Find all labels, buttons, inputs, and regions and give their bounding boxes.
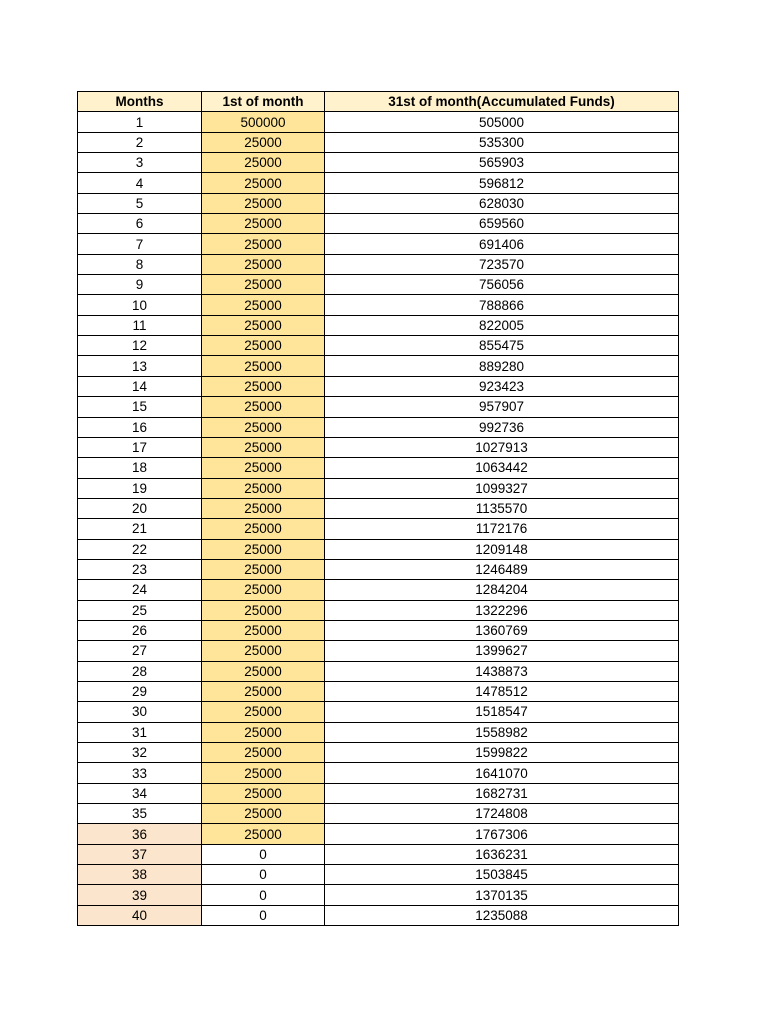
table-row — [78, 824, 679, 844]
table-row — [78, 173, 679, 193]
cell-month[interactable]: 37 — [78, 844, 202, 864]
cell-month[interactable]: 24 — [78, 580, 202, 600]
cell-accumulated-funds[interactable]: 1099327 — [325, 478, 679, 498]
cell-month[interactable]: 13 — [78, 356, 202, 376]
cell-month[interactable]: 15 — [78, 397, 202, 417]
cell-first-of-month[interactable]: 25000 — [202, 458, 325, 478]
cell-first-of-month[interactable]: 25000 — [202, 763, 325, 783]
table-row — [78, 214, 679, 234]
cell-first-of-month[interactable]: 25000 — [202, 132, 325, 152]
cell-month[interactable]: 32 — [78, 743, 202, 763]
table-row — [78, 885, 679, 905]
table-row — [78, 234, 679, 254]
cell-accumulated-funds[interactable]: 596812 — [325, 173, 679, 193]
cell-first-of-month[interactable]: 25000 — [202, 315, 325, 335]
table-row — [78, 722, 679, 742]
cell-first-of-month[interactable]: 25000 — [202, 356, 325, 376]
table-row — [78, 783, 679, 803]
cell-first-of-month[interactable]: 0 — [202, 844, 325, 864]
table-row — [78, 600, 679, 620]
table-row — [78, 376, 679, 396]
cell-accumulated-funds[interactable]: 1172176 — [325, 519, 679, 539]
table-row — [78, 112, 679, 132]
cell-first-of-month[interactable]: 25000 — [202, 722, 325, 742]
cell-first-of-month[interactable]: 25000 — [202, 153, 325, 173]
cell-month[interactable]: 8 — [78, 254, 202, 274]
cell-month[interactable]: 17 — [78, 437, 202, 457]
table-row — [78, 661, 679, 681]
cell-accumulated-funds[interactable]: 1682731 — [325, 783, 679, 803]
cell-month[interactable]: 7 — [78, 234, 202, 254]
cell-first-of-month[interactable]: 0 — [202, 865, 325, 885]
cell-first-of-month[interactable]: 25000 — [202, 336, 325, 356]
cell-first-of-month[interactable]: 25000 — [202, 234, 325, 254]
cell-month[interactable]: 19 — [78, 478, 202, 498]
cell-first-of-month[interactable]: 25000 — [202, 417, 325, 437]
table-row — [78, 193, 679, 213]
cell-month[interactable]: 6 — [78, 214, 202, 234]
cell-first-of-month[interactable]: 25000 — [202, 641, 325, 661]
cell-first-of-month[interactable]: 25000 — [202, 254, 325, 274]
table-row — [78, 498, 679, 518]
cell-first-of-month[interactable]: 25000 — [202, 824, 325, 844]
cell-first-of-month[interactable]: 25000 — [202, 681, 325, 701]
cell-month[interactable]: 38 — [78, 865, 202, 885]
cell-first-of-month[interactable]: 25000 — [202, 620, 325, 640]
cell-accumulated-funds[interactable]: 1641070 — [325, 763, 679, 783]
cell-accumulated-funds[interactable]: 565903 — [325, 153, 679, 173]
cell-first-of-month[interactable]: 0 — [202, 905, 325, 925]
cell-month[interactable]: 29 — [78, 681, 202, 701]
table-row — [78, 905, 679, 925]
table-row — [78, 132, 679, 152]
cell-accumulated-funds[interactable]: 1027913 — [325, 437, 679, 457]
cell-month[interactable]: 31 — [78, 722, 202, 742]
cell-month[interactable]: 22 — [78, 539, 202, 559]
cell-first-of-month[interactable]: 0 — [202, 885, 325, 905]
table-row — [78, 295, 679, 315]
cell-accumulated-funds[interactable]: 1246489 — [325, 559, 679, 579]
cell-month[interactable]: 30 — [78, 702, 202, 722]
table-row — [78, 417, 679, 437]
table-row — [78, 437, 679, 457]
cell-first-of-month[interactable]: 25000 — [202, 600, 325, 620]
cell-month[interactable]: 1 — [78, 112, 202, 132]
table-body — [78, 112, 679, 926]
table-row — [78, 763, 679, 783]
cell-first-of-month[interactable]: 25000 — [202, 173, 325, 193]
cell-month[interactable]: 25 — [78, 600, 202, 620]
table-row — [78, 559, 679, 579]
cell-month[interactable]: 26 — [78, 620, 202, 640]
cell-month[interactable]: 10 — [78, 295, 202, 315]
cell-month[interactable]: 12 — [78, 336, 202, 356]
cell-accumulated-funds[interactable]: 1438873 — [325, 661, 679, 681]
cell-accumulated-funds[interactable]: 505000 — [325, 112, 679, 132]
cell-month[interactable]: 5 — [78, 193, 202, 213]
cell-accumulated-funds[interactable]: 723570 — [325, 254, 679, 274]
header-accumulated-funds[interactable]: 31st of month(Accumulated Funds) — [325, 92, 679, 112]
table-row — [78, 865, 679, 885]
cell-month[interactable]: 27 — [78, 641, 202, 661]
cell-month[interactable]: 11 — [78, 315, 202, 335]
cell-accumulated-funds[interactable]: 788866 — [325, 295, 679, 315]
table-row — [78, 743, 679, 763]
cell-month[interactable]: 2 — [78, 132, 202, 152]
cell-month[interactable]: 35 — [78, 804, 202, 824]
table-row — [78, 336, 679, 356]
cell-month[interactable]: 23 — [78, 559, 202, 579]
cell-first-of-month[interactable]: 25000 — [202, 702, 325, 722]
cell-accumulated-funds[interactable]: 1478512 — [325, 681, 679, 701]
cell-first-of-month[interactable]: 25000 — [202, 783, 325, 803]
cell-month[interactable]: 21 — [78, 519, 202, 539]
cell-accumulated-funds[interactable]: 1636231 — [325, 844, 679, 864]
cell-month[interactable]: 33 — [78, 763, 202, 783]
cell-first-of-month[interactable]: 25000 — [202, 559, 325, 579]
table-row — [78, 275, 679, 295]
cell-month[interactable]: 28 — [78, 661, 202, 681]
cell-first-of-month[interactable]: 25000 — [202, 397, 325, 417]
table-row — [78, 580, 679, 600]
cell-accumulated-funds[interactable]: 1360769 — [325, 620, 679, 640]
cell-accumulated-funds[interactable]: 1284204 — [325, 580, 679, 600]
cell-accumulated-funds[interactable]: 1370135 — [325, 885, 679, 905]
cell-first-of-month[interactable]: 25000 — [202, 437, 325, 457]
header-row — [78, 92, 679, 112]
table-row — [78, 458, 679, 478]
table-row — [78, 478, 679, 498]
cell-first-of-month[interactable]: 25000 — [202, 519, 325, 539]
cell-accumulated-funds[interactable]: 1518547 — [325, 702, 679, 722]
accumulated-funds-table — [77, 91, 679, 926]
table-row — [78, 539, 679, 559]
cell-first-of-month[interactable]: 25000 — [202, 376, 325, 396]
table-row — [78, 315, 679, 335]
cell-first-of-month[interactable]: 25000 — [202, 275, 325, 295]
cell-first-of-month[interactable]: 25000 — [202, 214, 325, 234]
table-row — [78, 397, 679, 417]
cell-accumulated-funds[interactable]: 957907 — [325, 397, 679, 417]
cell-accumulated-funds[interactable]: 1599822 — [325, 743, 679, 763]
cell-accumulated-funds[interactable]: 889280 — [325, 356, 679, 376]
cell-first-of-month[interactable]: 500000 — [202, 112, 325, 132]
cell-month[interactable]: 39 — [78, 885, 202, 905]
table-row — [78, 254, 679, 274]
cell-first-of-month[interactable]: 25000 — [202, 193, 325, 213]
cell-accumulated-funds[interactable]: 1209148 — [325, 539, 679, 559]
table-row — [78, 702, 679, 722]
cell-first-of-month[interactable]: 25000 — [202, 498, 325, 518]
cell-accumulated-funds[interactable]: 1322296 — [325, 600, 679, 620]
cell-first-of-month[interactable]: 25000 — [202, 478, 325, 498]
cell-accumulated-funds[interactable]: 628030 — [325, 193, 679, 213]
cell-first-of-month[interactable]: 25000 — [202, 661, 325, 681]
cell-accumulated-funds[interactable]: 1135570 — [325, 498, 679, 518]
cell-accumulated-funds[interactable]: 535300 — [325, 132, 679, 152]
table-row — [78, 844, 679, 864]
cell-accumulated-funds[interactable]: 659560 — [325, 214, 679, 234]
cell-first-of-month[interactable]: 25000 — [202, 539, 325, 559]
cell-accumulated-funds[interactable]: 1063442 — [325, 458, 679, 478]
header-months[interactable]: Months — [78, 92, 202, 112]
header-first-of-month[interactable]: 1st of month — [202, 92, 325, 112]
table-row — [78, 681, 679, 701]
cell-accumulated-funds[interactable]: 1235088 — [325, 905, 679, 925]
cell-month[interactable]: 14 — [78, 376, 202, 396]
cell-accumulated-funds[interactable]: 1503845 — [325, 865, 679, 885]
cell-month[interactable]: 36 — [78, 824, 202, 844]
cell-accumulated-funds[interactable]: 1767306 — [325, 824, 679, 844]
cell-accumulated-funds[interactable]: 691406 — [325, 234, 679, 254]
cell-first-of-month[interactable]: 25000 — [202, 580, 325, 600]
cell-accumulated-funds[interactable]: 756056 — [325, 275, 679, 295]
cell-month[interactable]: 4 — [78, 173, 202, 193]
cell-first-of-month[interactable]: 25000 — [202, 295, 325, 315]
cell-month[interactable]: 3 — [78, 153, 202, 173]
cell-month[interactable]: 40 — [78, 905, 202, 925]
cell-accumulated-funds[interactable]: 1399627 — [325, 641, 679, 661]
cell-accumulated-funds[interactable]: 992736 — [325, 417, 679, 437]
table-row — [78, 804, 679, 824]
table-row — [78, 641, 679, 661]
cell-accumulated-funds[interactable]: 1724808 — [325, 804, 679, 824]
cell-month[interactable]: 18 — [78, 458, 202, 478]
cell-first-of-month[interactable]: 25000 — [202, 743, 325, 763]
table-row — [78, 519, 679, 539]
cell-accumulated-funds[interactable]: 855475 — [325, 336, 679, 356]
table-row — [78, 153, 679, 173]
table-row — [78, 356, 679, 376]
cell-accumulated-funds[interactable]: 1558982 — [325, 722, 679, 742]
cell-month[interactable]: 34 — [78, 783, 202, 803]
table-row — [78, 620, 679, 640]
cell-month[interactable]: 20 — [78, 498, 202, 518]
cell-first-of-month[interactable]: 25000 — [202, 804, 325, 824]
cell-accumulated-funds[interactable]: 822005 — [325, 315, 679, 335]
cell-accumulated-funds[interactable]: 923423 — [325, 376, 679, 396]
cell-month[interactable]: 16 — [78, 417, 202, 437]
cell-month[interactable]: 9 — [78, 275, 202, 295]
